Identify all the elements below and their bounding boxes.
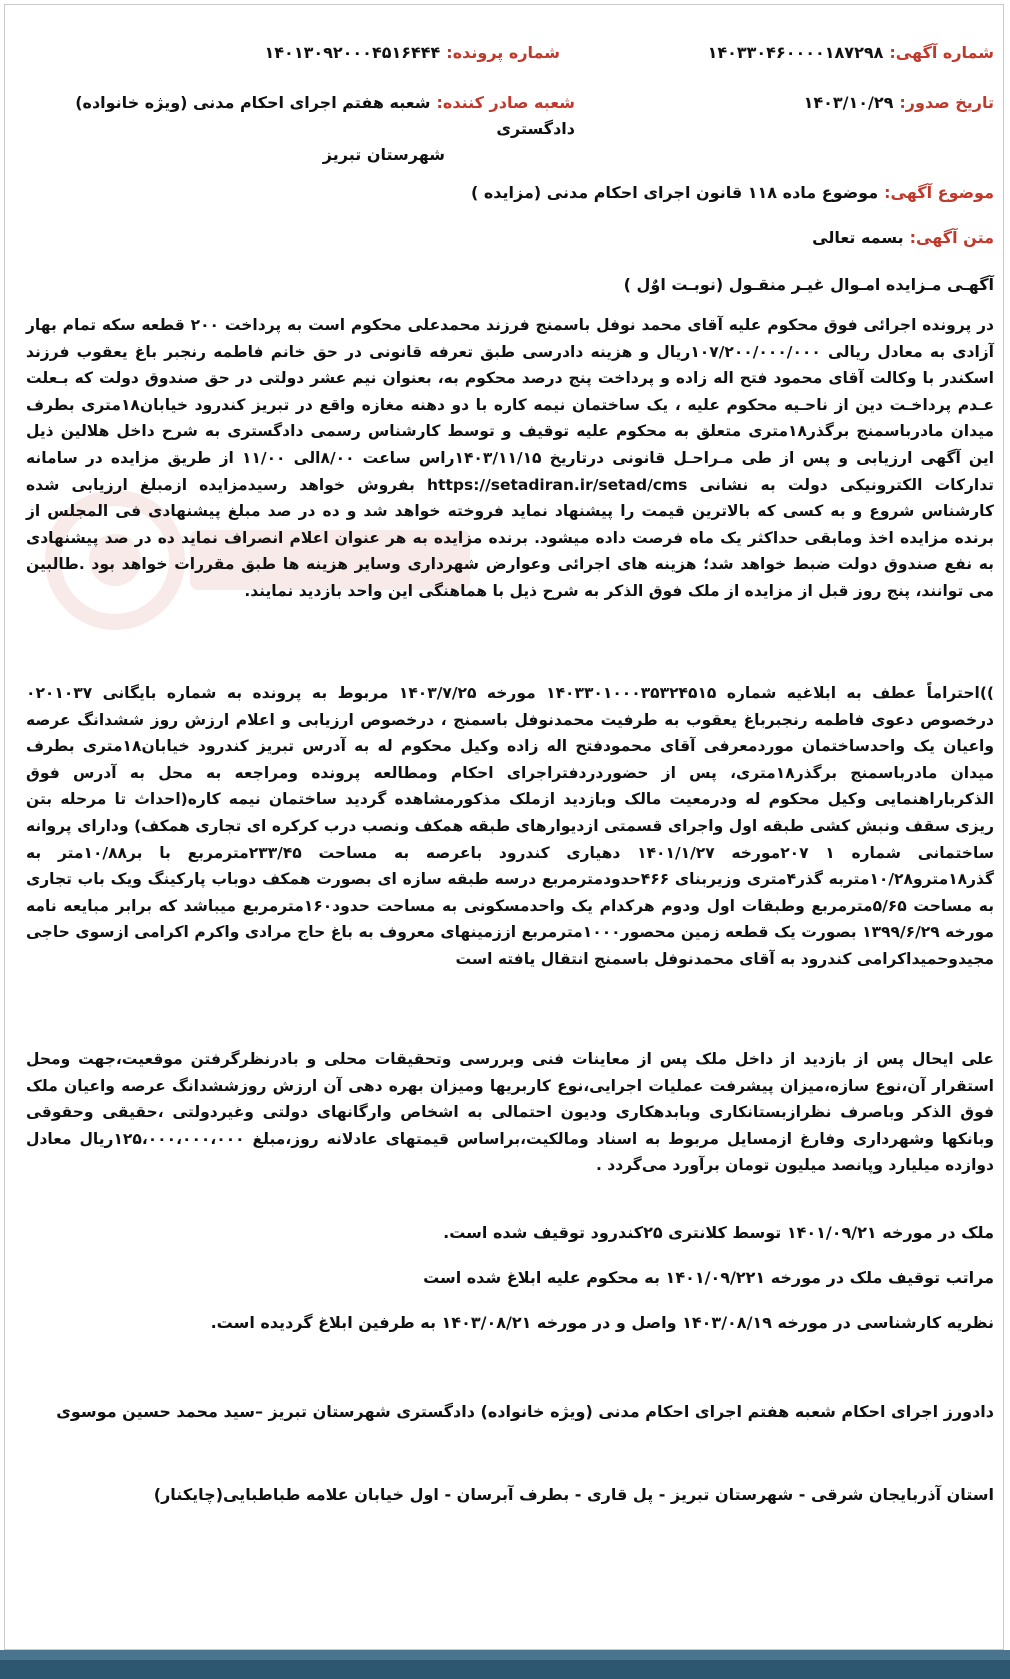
address-line: استان آذربایجان شرقی - شهرستان تبریز - پل قاری - بطرف آبرسان - اول خیابان علامه طباطبایی(چایکنار) [153,1485,994,1504]
subject-row [471,180,994,206]
text-row [812,225,994,251]
text-label: متن آگهی: [909,228,994,247]
issuer-line2: شهرستان تبریز [322,145,445,164]
signature-line: دادورز اجرای احکام شعبه هفتم اجرای احکام مدنی (ویژه خانواده) دادگستری شهرستان تبریز –سید محمد حسین موسوی [56,1402,994,1421]
issuer-line1: شعبه هفتم اجرای احکام مدنی (ویژه خانواده) دادگستری [75,93,575,138]
paragraph-expert-report: ))احتراماً عطف به ابلاغیه شماره ۱۴۰۳۳۰۱۰۰۰۳۵۳۲۴۵۱۵ مورخه ۱۴۰۳/۷/۲۵ مربوط به پرونده به شماره بایگانی ۰۲۰۱۰۳۷ درخصوص دعوی فاطمه رنجبرباغ یعقوب به طرفیت محمدنوفل باسمنج ، درخصوص ارزیابی و اعلام ارزش روز ششدانگ عرصه واعیان یک واحدساختمان موردمعرفی آقای محمودفتح اله زاده وکیل محکوم له به آدرس تبریز کندرود خیابان۱۸متری بطرف میدان مادرباسمنج برگذر۱۸متری، پس از حضوردردفتراجرای احکام ومطالعه پرونده ومراجعه به محل به آدرس فوق الذکرباراهنمایی وکیل محکوم له ودرمعیت مالک وبازدید ازملک مذکورمشاهده گردید ساختمان نیمه کاره(احداث تا مرحله بتن ریزی سقف ونبش کشی طبقه اول واجرای قسمتی ازدیوارهای طبقه همکف ونصب درب کرکره ای تجاری همکف) ودارای پروانه ساختمانی شماره ۱ ۲۰۷مورخه ۱۴۰۱/۱/۲۷ دهیاری کندرود باعرصه به مساحت ۲۳۳/۴۵مترمربع با بر۱۰/۸۸متر به گذر۱۸مترو۱۰/۲۸متربه گذر۴متری وزیربنای ۴۶۶حدودمترمربع درسه طبقه سازه ای بصورت همکف دوباب پارکینگ ویک باب تجاری به مساحت ۵/۶۵مترمربع وطبقات اول ودوم هرکدام یک واحدمسکونی به مساحت حدود۱۶۰مترمربع میباشد که برابر مبایعه نامه مورخه ۱۳۹۹/۶/۲۹ بصورت یک قطعه زمین محصور۱۰۰۰مترمربع اززمینهای معروف به باغ حاج مرادی واکرم اکرامی ازسوی حاجی مجیدوحمیداکرامی کندرود به آقای محمدنوفل باسمنج انتقال یافته است [26,684,995,968]
issue-date-label: تاریخ صدور: [899,93,994,112]
issuer-label: شعبه صادر کننده: [436,93,575,112]
case-number: ۱۴۰۱۳۰۹۲۰۰۰۴۵۱۶۴۴۴ [264,43,441,62]
seizure-line: ملک در مورخه ۱۴۰۱/۰۹/۲۱ توسط کلانتری ۲۵کندرود توقیف شده است. [443,1223,994,1242]
paragraph-auction-details: در پرونده اجرائی فوق محکوم علیه آقای محمد نوفل باسمنج فرزند محمدعلی محکوم است به پرداخت ۲۰۰ قطعه سکه تمام بهار آزادی به معادل ریالی ۱۰۷/۲۰۰/۰۰۰/۰۰۰ریال و هزینه دادرسی طبق تعرفه قانونی در حق خانم فاطمه رنجبر باغ یعقوب فرزند اسکندر با وکالت آقای محمود فتح اله زاده و پرداخت پنج درصد محکوم به، بعنوان نیم عشر دولتی در حق صندوق دولت که بـعلت عـدم پرداخـت دین از ناحـیه محکوم علیه ، یک ساختمان نیمه کاره با دو دهنه مغازه واقع در تبریز کندرود خیابان۱۸متری بطرف میدان مادرباسمنج برگذر۱۸متری متعلق به محکوم علیه توقیف و توسط کارشناس رسمی دادگستری به شرح داخل هلالین ذیل این آگهی ارزیابی و پس از طی مـراحـل قانونی درتاریخ ۱۴۰۳/۱۱/۱۵راس ساعت ۸/۰۰الی ۱۱/۰۰ از طریق مزایده در سامانه تدارکات الکترونیکی دولت به نشانی https://setadiran.ir/setad/cms بفروش خواهد رسیدمزایده ازمبلغ ارزیابی شده کارشناس شروع و به کسی که بالاترین قیمت را پیشنهاد نماید فروخته خواهد شد و ده در صد مبلغ پیشنهادی فی المجلس از برنده مزایده اخذ ومابقی حداکثر یک ماه فرصت داده میشود. برنده مزایده به هر عنوان اعلام انصراف نماید ده در صد پیشنهادی به نفع صندوق دولت ضبط خواهد شد؛ هزینه های اجرائی وعوارض شهرداری وسایر هزینه ها طبق مقررات خواهد بود .طالبین می توانند، پنج روز قبل از مزایده از ملک فوق الذکر به شرح ذیل با هماهنگی این واحد بازدید نمایند. [26,316,995,600]
expert-line: نظریه کارشناسی در مورخه ۱۴۰۳/۰۸/۱۹ واصل و در مورخه ۱۴۰۳/۰۸/۲۱ به طرفین ابلاغ گردیده است. [210,1313,994,1332]
footer-bar [0,1650,1010,1679]
text-start: بسمه تعالی [812,228,904,247]
paragraph-valuation: علی ایحال پس از بازدید از داخل ملک پس از معاینات فنی وبررسی وتحقیقات محلی و بادرنظرگرفتن موقعیت،جهت ومحل استقرار آن،نوع سازه،میزان پیشرفت عملیات اجرایی،نوع کاربریها ومیزان بهره دهی آن ارزش روزششدانگ عرصه واعیان ملک فوق الذکر وباصرف نظرازبستانکاری وبابدهکاری ودیون احتمالی به اشخاص وارگانهای دولتی وغیردولتی ،حقیقی وحقوقی وبانکها وشهرداری وفارغ ازمسایل مربوط به اسناد ومالکیت،براساس قیمتهای عادلانه روز،مبلغ ۱۲۵،۰۰۰،۰۰۰،۰۰۰ریال معادل دوازده میلیارد وپانصد میلیون تومان برآورد می‌گردد . [26,1050,994,1175]
subject-label: موضوع آگهی: [884,183,994,202]
ad-number-row [708,40,994,66]
case-number-label: شماره پرونده: [446,43,560,62]
issuer-row [75,90,575,168]
auction-title: آگهـی مـزایده امـوال غیـر منقـول (نوبـت اوٌل ) [623,275,994,294]
subject-text: موضوع ماده ۱۱۸ قانون اجرای احکام مدنی (مزایده ) [470,183,879,202]
issue-date-row [804,90,994,116]
issue-date: ۱۴۰۳/۱۰/۲۹ [803,93,894,112]
ad-number-label: شماره آگهی: [889,43,994,62]
case-number-row [265,40,560,66]
footer-strip [0,1660,1010,1679]
ad-number: ۱۴۰۳۳۰۴۶۰۰۰۰۱۸۷۲۹۸ [707,43,884,62]
notice-line: مراتب توقیف ملک در مورخه ۱۴۰۱/۰۹/۲۲۱ به محکوم علیه ابلاغ شده است [423,1268,994,1287]
